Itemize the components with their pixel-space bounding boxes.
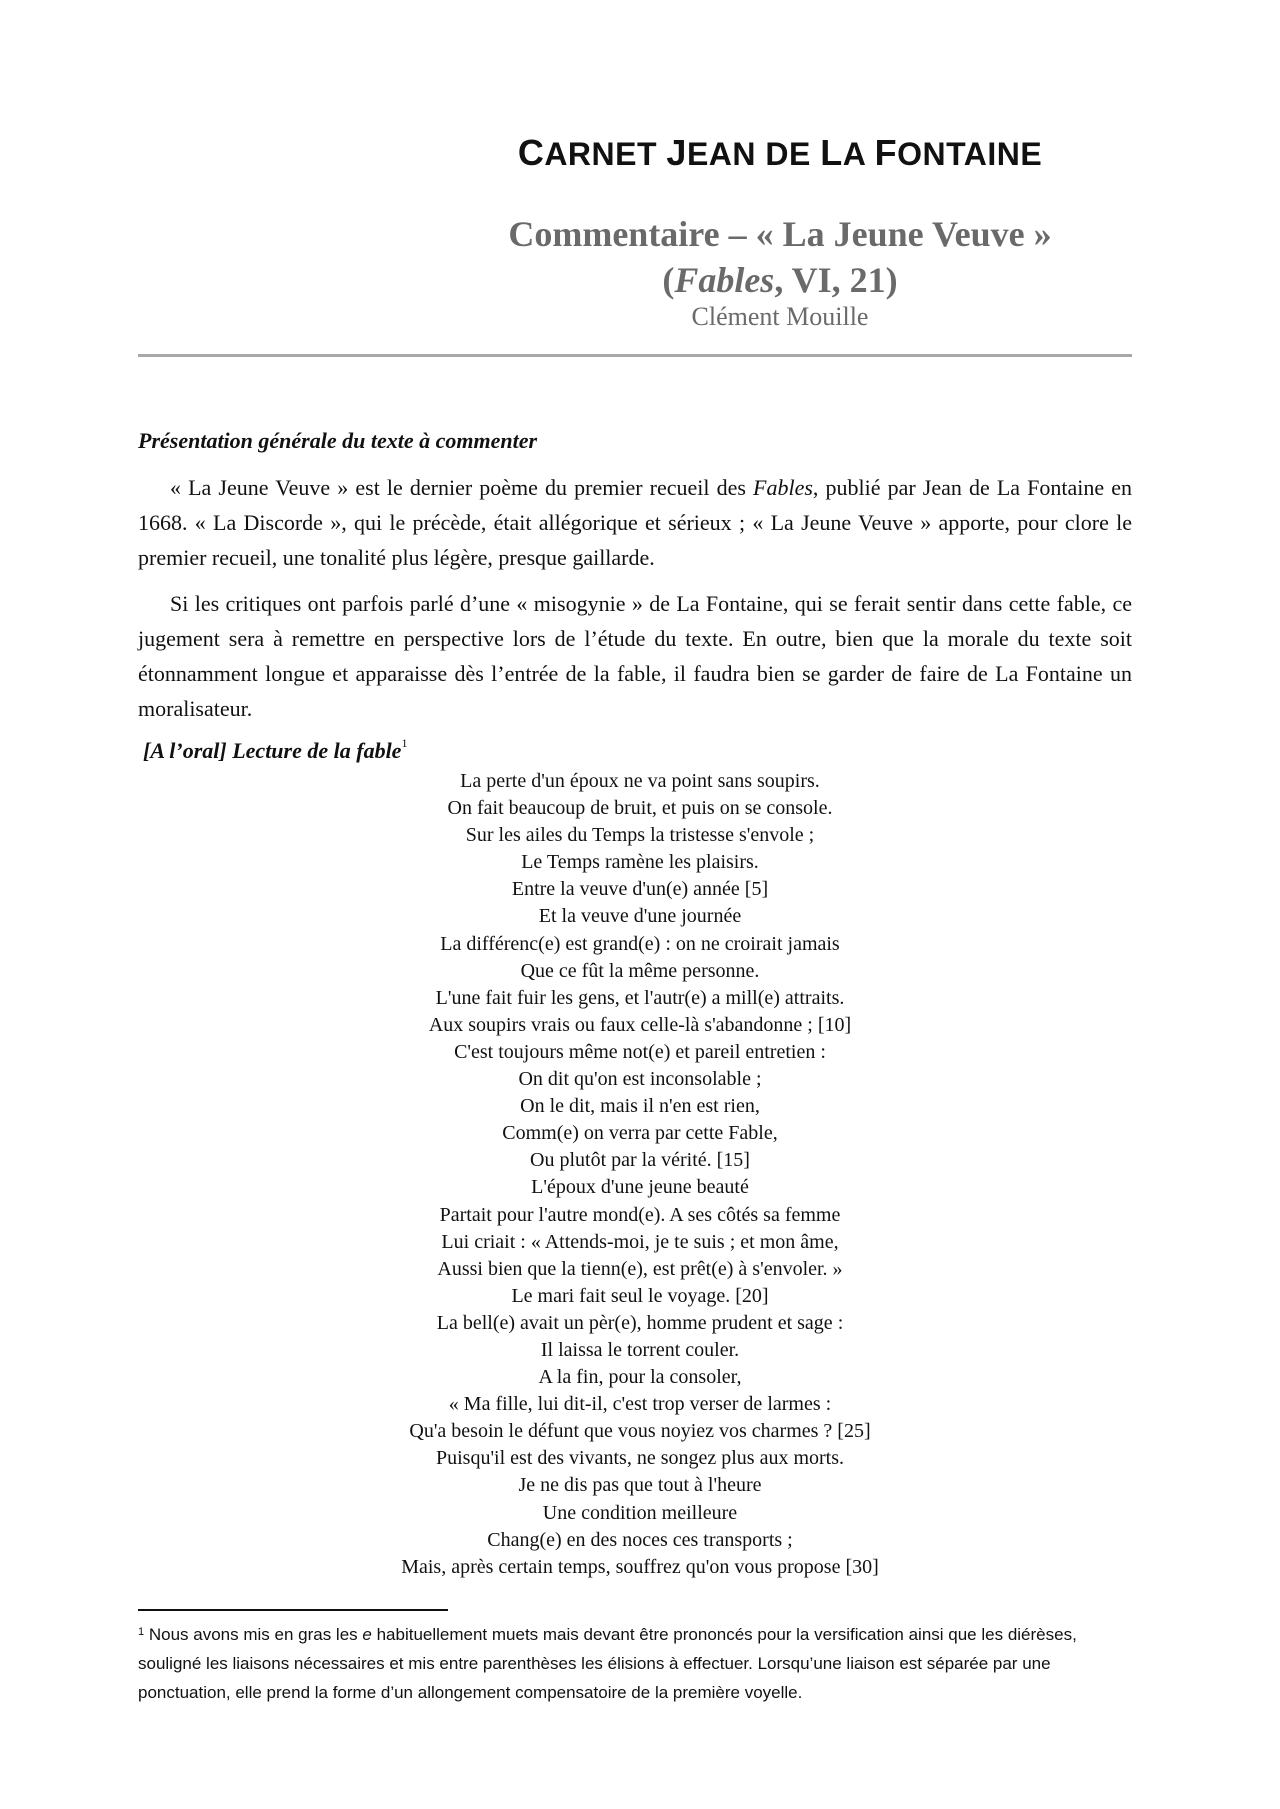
poem-line: On dit qu'on est inconsolable ; [518, 1068, 762, 1091]
document-title: CARNET JEAN DE LA FONTAINE [517, 132, 1043, 173]
poem-line: Le Temps ramène les plaisirs. [521, 851, 759, 874]
section-heading-reading: [A l’oral] Lecture de la fable$^1$ [143, 736, 408, 763]
poem-line: Une condition meilleure [542, 1501, 738, 1524]
poem-line: Et la veuve d'une journée [538, 905, 742, 928]
commentary-title: Commentaire – « La Jeune Veuve » [508, 214, 1052, 254]
poem-line: Aux soupirs vrais ou faux celle-là s'abandonne ; [10] [428, 1013, 852, 1036]
poem-line: Le mari fait seul le voyage. [20] [511, 1284, 769, 1307]
poem-line: A la fin, pour la consoler, [538, 1366, 742, 1389]
author-name: Clément Mouille [691, 302, 869, 331]
poem-fable [300, 768, 980, 1581]
footnote: $^1$ Nous avons mis en gras les e habituellement muets mais devant être prononcés pour la versification ainsi que les diérèses, souligné les liaisons nécessaires et mis entre parenthèses les élisions à effectuer. Lorsqu’une liaison est séparée par une ponctuation, elle prend la forme d’un allongement compensatoire de la première voyelle. [138, 1625, 1077, 1702]
poem-line: Je ne dis pas que tout à l'heure [518, 1474, 762, 1497]
poem-line: Chang(e) en des noces ces transports ; [487, 1528, 793, 1551]
poem-line: Il laissa le torrent couler. [540, 1338, 740, 1361]
poem-line: L'une fait fuir les gens, et l'autr(e) a mill(e) attraits. [435, 986, 845, 1009]
poem-line: Entre la veuve d'un(e) année [5] [511, 878, 769, 901]
footnote-number: 1 [138, 1626, 145, 1638]
poem-line: Qu'a besoin le défunt que vous noyiez vos charmes ? [25] [409, 1420, 871, 1443]
footnote-divider [138, 1609, 448, 1611]
poem-line: Puisqu'il est des vivants, ne songez plus aux morts. [435, 1447, 845, 1470]
poem-line: Sur les ailes du Temps la tristesse s'envole ; [465, 824, 815, 847]
poem-line: La différenc(e) est grand(e) : on ne croirait jamais [440, 932, 840, 955]
poem-line: Mais, après certain temps, souffrez qu'on vous propose [30] [401, 1555, 879, 1578]
poem-line: On le dit, mais il n'en est rien, [520, 1095, 760, 1118]
poem-line: La bell(e) avait un pèr(e), homme prudent et sage : [436, 1311, 844, 1334]
poem-line: Comm(e) on verra par cette Fable, [502, 1122, 778, 1145]
paragraph-critics: Si les critiques ont parfois parlé d’une « misogynie » de La Fontaine, qui se ferait sentir dans cette fable, ce jugement sera à remettre en perspective lors de l’étude du texte. En outre, bien que la morale du texte soit étonnamment longue et apparaisse dès l’entrée de la fable, il faudra bien se garder de faire de La Fontaine un moralisateur. [138, 591, 1132, 721]
poem-line: « Ma fille, lui dit-il, c'est trop verser de larmes : [448, 1393, 832, 1416]
title-divider [138, 354, 1132, 357]
footnote-reference: 1 [401, 736, 408, 750]
poem-line: Ou plutôt par la vérité. [15] [530, 1149, 750, 1172]
poem-line: Aussi bien que la tienn(e), est prêt(e) à s'envoler. » [437, 1257, 843, 1280]
poem-line: Que ce fût la même personne. [520, 959, 760, 982]
poem-line: On fait beaucoup de bruit, et puis on se console. [447, 797, 833, 820]
poem-line: C'est toujours même not(e) et pareil entretien : [454, 1040, 826, 1063]
poem-line: L'époux d'une jeune beauté [531, 1176, 749, 1199]
poem-line: Lui criait : « Attends-moi, je te suis ; et mon âme, [441, 1230, 839, 1253]
paragraph-intro: « La Jeune Veuve » est le dernier poème du premier recueil des Fables, publié par Jean de La Fontaine en 1668. « La Discorde », qui le précède, était allégorique et sérieux ; « La Jeune Veuve » apporte, pour clore le premier recueil, une tonalité plus légère, presque gaillarde. [138, 475, 1132, 570]
section-heading-presentation: Présentation générale du texte à commenter [138, 428, 538, 453]
poem-line: La perte d'un époux ne va point sans soupirs. [460, 770, 820, 792]
commentary-reference: (Fables, VI, 21) [662, 260, 898, 300]
poem-line: Partait pour l'autre mond(e). A ses côtés sa femme [439, 1203, 841, 1226]
